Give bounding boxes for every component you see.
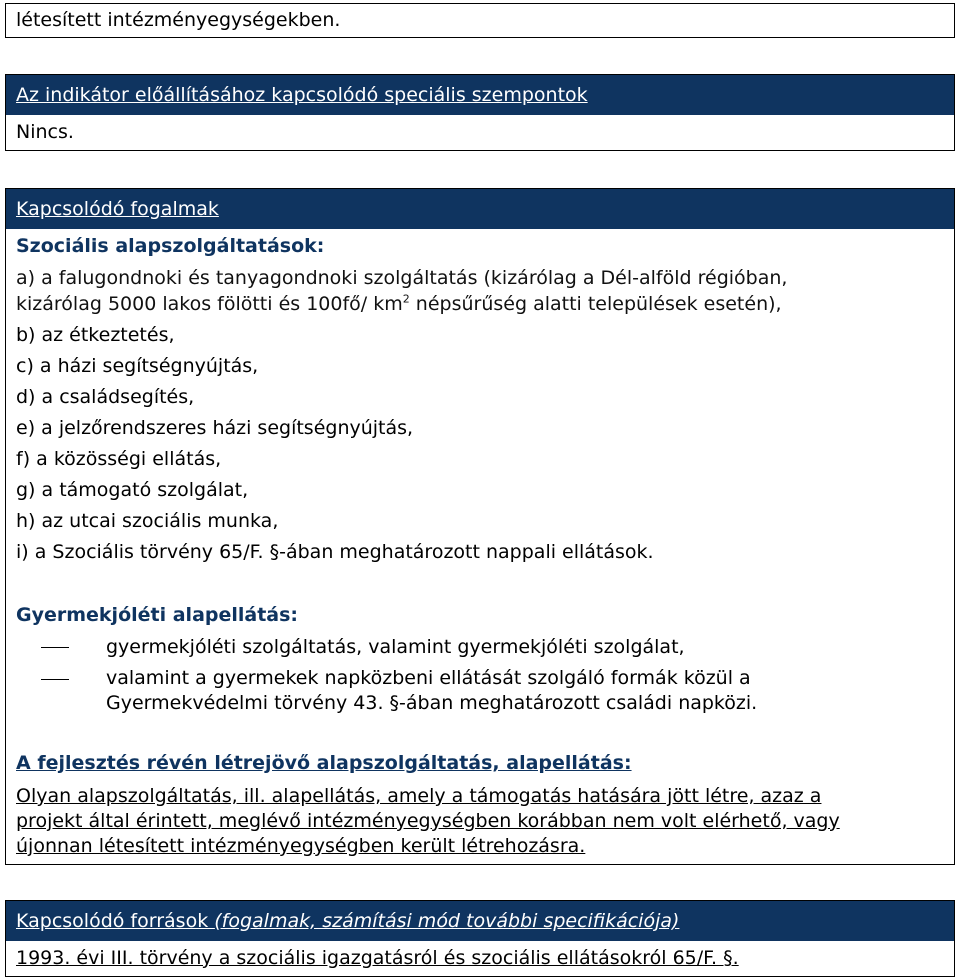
development-line3: újonnan létesített intézményegységben került létrehozásra. bbox=[16, 835, 586, 857]
child-welfare-title: Gyermekjóléti alapellátás: bbox=[16, 604, 299, 626]
development-title: A fejlesztés révén létrejövő alapszolgáltatás, alapellátás: bbox=[16, 752, 632, 774]
list-item-d: d) a családsegítés, bbox=[16, 386, 195, 408]
sources-body: 1993. évi III. törvény a szociális igazgatásról és szociális ellátásokról 65/F. §. bbox=[16, 947, 739, 969]
item-a-line1: a) a falugondnoki és tanyagondnoki szolgáltatás (kizárólag a Dél-alföld régióban, bbox=[16, 267, 788, 289]
list-item-b: b) az étkeztetés, bbox=[16, 324, 175, 346]
dash-bullet-icon bbox=[41, 647, 69, 648]
special-aspects-box bbox=[5, 74, 955, 151]
list-item-i: i) a Szociális törvény 65/F. §-ában meghatározott nappali ellátások. bbox=[16, 541, 654, 563]
development-line2: projekt által érintett, meglévő intézményegységben korábban nem volt elérhető, vagy bbox=[16, 810, 840, 832]
basic-services-title: Szociális alapszolgáltatások: bbox=[16, 235, 325, 257]
top-box-text: létesített intézményegységekben. bbox=[16, 9, 341, 31]
item-a-line2-post: népsűrűség alatti települések esetén), bbox=[409, 293, 782, 315]
list-item-h: h) az utcai szociális munka, bbox=[16, 510, 279, 532]
item-a-line2 bbox=[16, 289, 782, 319]
related-concepts-header: Kapcsolódó fogalmak bbox=[6, 189, 954, 229]
item-a-line2-pre: kizárólag 5000 lakos fölötti és 100fő/ km bbox=[16, 293, 403, 315]
sources-header-italic: (fogalmak, számítási mód további specifikációja) bbox=[214, 910, 680, 932]
related-concepts-box bbox=[5, 188, 955, 865]
special-aspects-header: Az indikátor előállításához kapcsolódó speciális szempontok bbox=[6, 75, 954, 115]
child-item-1: gyermekjóléti szolgáltatás, valamint gyermekjóléti szolgálat, bbox=[106, 636, 685, 658]
special-aspects-body: Nincs. bbox=[16, 121, 74, 143]
top-box bbox=[5, 3, 955, 38]
child-item-2-line1: valamint a gyermekek napközbeni ellátását szolgáló formák közül a bbox=[106, 667, 751, 689]
related-sources-box bbox=[5, 900, 955, 977]
item-a-superscript: 2 bbox=[402, 292, 410, 306]
dash-bullet-icon bbox=[41, 679, 69, 680]
list-item-g: g) a támogató szolgálat, bbox=[16, 479, 249, 501]
development-line1: Olyan alapszolgáltatás, ill. alapellátás, amely a támogatás hatására jött létre, azaz a bbox=[16, 785, 822, 807]
list-item-c: c) a házi segítségnyújtás, bbox=[16, 355, 259, 377]
list-item-e: e) a jelzőrendszeres házi segítségnyújtás, bbox=[16, 417, 414, 439]
sources-header-label: Kapcsolódó források bbox=[16, 910, 215, 932]
child-item-2-line2: Gyermekvédelmi törvény 43. §-ában meghatározott családi napközi. bbox=[106, 692, 758, 714]
list-item-f: f) a közösségi ellátás, bbox=[16, 448, 222, 470]
related-sources-header bbox=[6, 901, 954, 941]
